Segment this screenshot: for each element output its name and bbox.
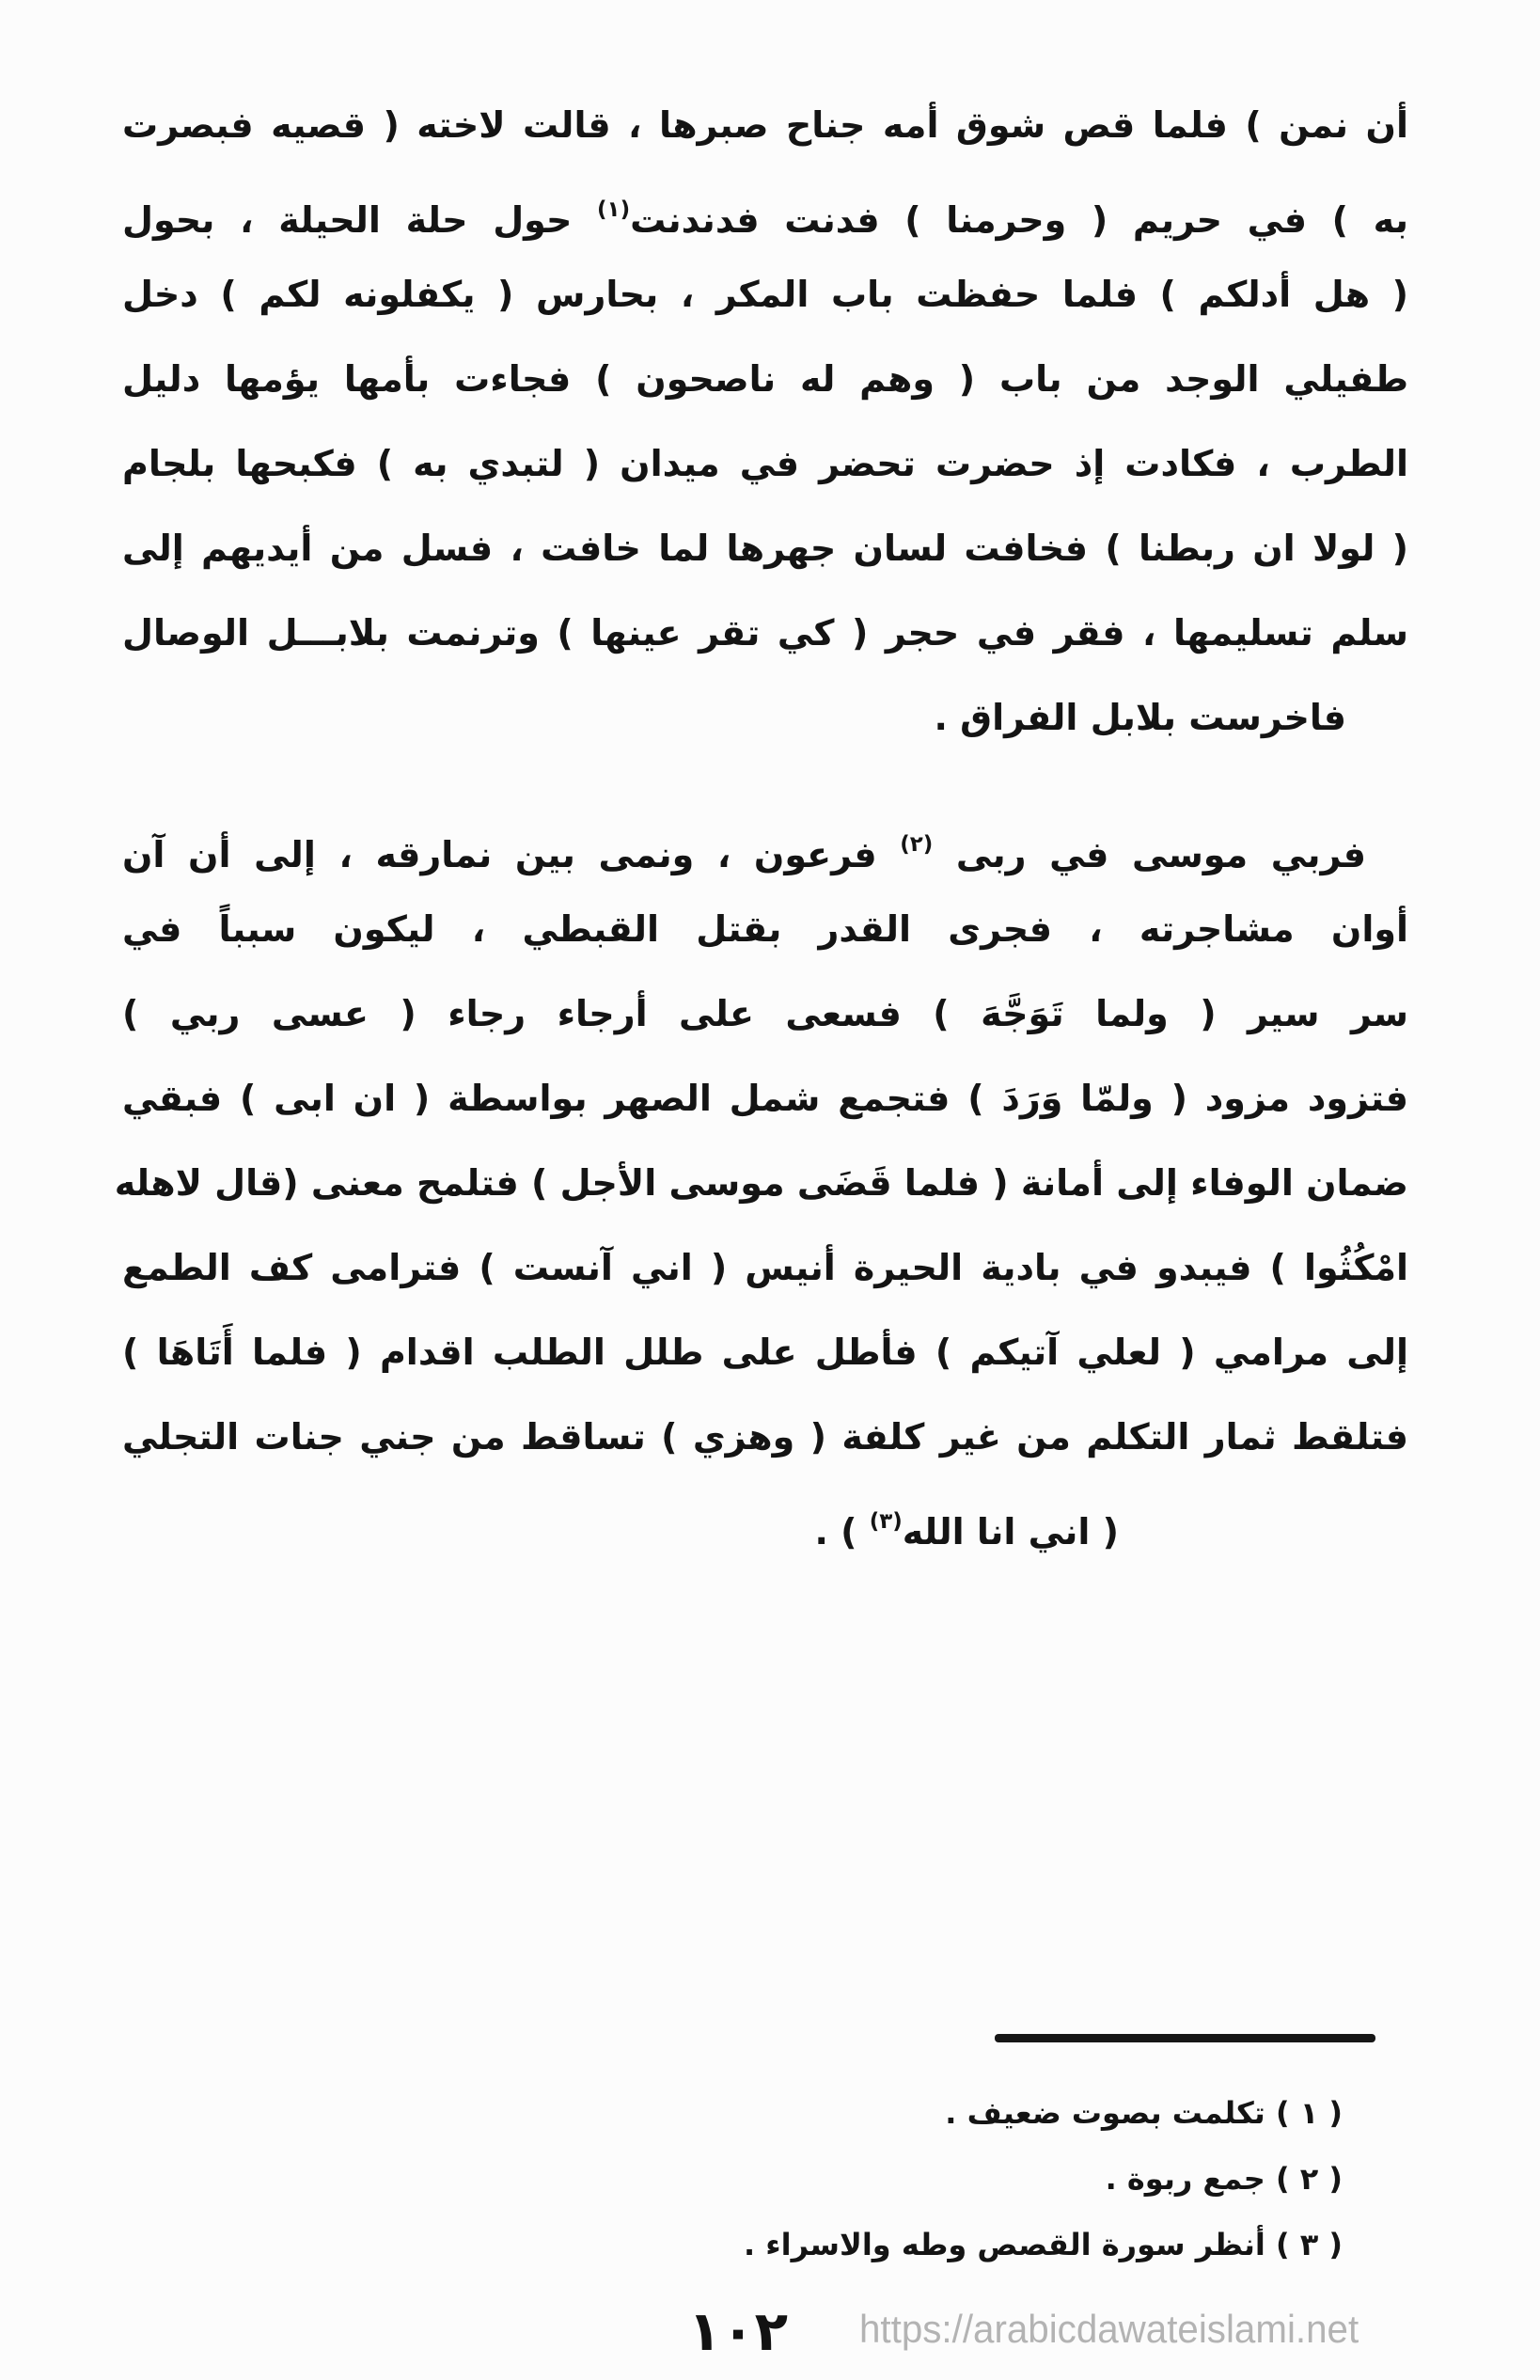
- text-line: سلم تسليمها ، فقر في حجر ( كي تقر عينها ) وترنمت بلابـــل الوصال: [122, 612, 1408, 654]
- paragraph-2-closing-line: [122, 1479, 1408, 1564]
- footnote-separator-rule: [995, 2034, 1375, 2042]
- paragraph-2: [114, 802, 1408, 1564]
- text-line: [122, 802, 1408, 887]
- text-line: سر سير ( ولما تَوَجَّهَ ) فسعى على أرجاء رجاء ( عسى ربي ): [122, 993, 1408, 1034]
- text-line: فتلقط ثمار التكلم من غير كلفة ( وهزي ) تساقط من جني جنات التجلي: [122, 1416, 1408, 1458]
- footnote-2: ( ٢ ) جمع ربوة .: [1105, 2161, 1343, 2197]
- text-line: ضمان الوفاء إلى أمانة ( فلما قَضَى موسى الأجل ) فتلمح معنى (قال لاهله: [114, 1162, 1408, 1204]
- text-line: الطرب ، فكادت إذ حضرت تحضر في ميدان ( لتبدي به ) فكبحها بلجام: [122, 443, 1408, 484]
- text-line: إلى مرامي ( لعلي آتيكم ) فأطل على طلل الطلب اقدام ( فلما أَتَاهَا ): [122, 1332, 1408, 1373]
- text-line: [122, 167, 1408, 252]
- text-segment: حول حلة الحيلة ، بحول: [122, 199, 598, 241]
- text-line: فتزود مزود ( ولمّا وَرَدَ ) فتجمع شمل الصهر بواسطة ( ان ابى ) فبقي: [122, 1078, 1408, 1119]
- main-text: [114, 83, 1408, 1564]
- text-line: ( هل أدلكم ) فلما حفظت باب المكر ، بحارس ( يكفلونه لكم ) دخل: [122, 274, 1408, 315]
- footnote-1: ( ١ ) تكلمت بصوت ضعيف .: [945, 2095, 1343, 2131]
- watermark-url: https://arabicdawateislami.net: [859, 2307, 1359, 2351]
- page-number: ١٠٢: [687, 2299, 788, 2363]
- footnotes-block: [744, 2080, 1343, 2278]
- paragraph-1: [122, 83, 1408, 760]
- text-segment: ) .: [814, 1511, 870, 1553]
- footnote-marker-3: (٣): [869, 1509, 903, 1534]
- text-line: أن نمن ) فلما قص شوق أمه جناح صبرها ، قالت لاخته ( قصيه فبصرت: [122, 104, 1408, 146]
- text-segment: ( اني انا الله: [902, 1511, 1119, 1553]
- footnote-3: ( ٣ ) أنظر سورة القصص وطه والاسراء .: [744, 2227, 1343, 2262]
- text-segment: فربي موسى في ربى: [933, 834, 1366, 875]
- text-line: ( لولا ان ربطنا ) فخافت لسان جهرها لما خافت ، فسل من أيديهم إلى: [122, 528, 1408, 569]
- text-segment: به ) في حريم ( وحرمنا ) فدنت فدندنت: [630, 199, 1408, 241]
- text-line: امْكُثُوا ) فيبدو في بادية الحيرة أنيس ( اني آنست ) فترامى كف الطمع: [122, 1247, 1408, 1288]
- footnote-marker-1: (١): [597, 197, 631, 222]
- footnote-marker-2: (٢): [900, 832, 934, 857]
- text-line: طفيلي الوجد من باب ( وهم له ناصحون ) فجاءت بأمها يؤمها دليل: [122, 358, 1408, 400]
- text-segment: فرعون ، ونمى بين نمارقه ، إلى أن آن: [122, 834, 901, 875]
- paragraph-1-closing-line: فاخرست بلابل الفراق .: [934, 697, 1346, 738]
- text-line: أوان مشاجرته ، فجرى القدر بقتل القبطي ، ليكون سبباً في: [122, 908, 1408, 950]
